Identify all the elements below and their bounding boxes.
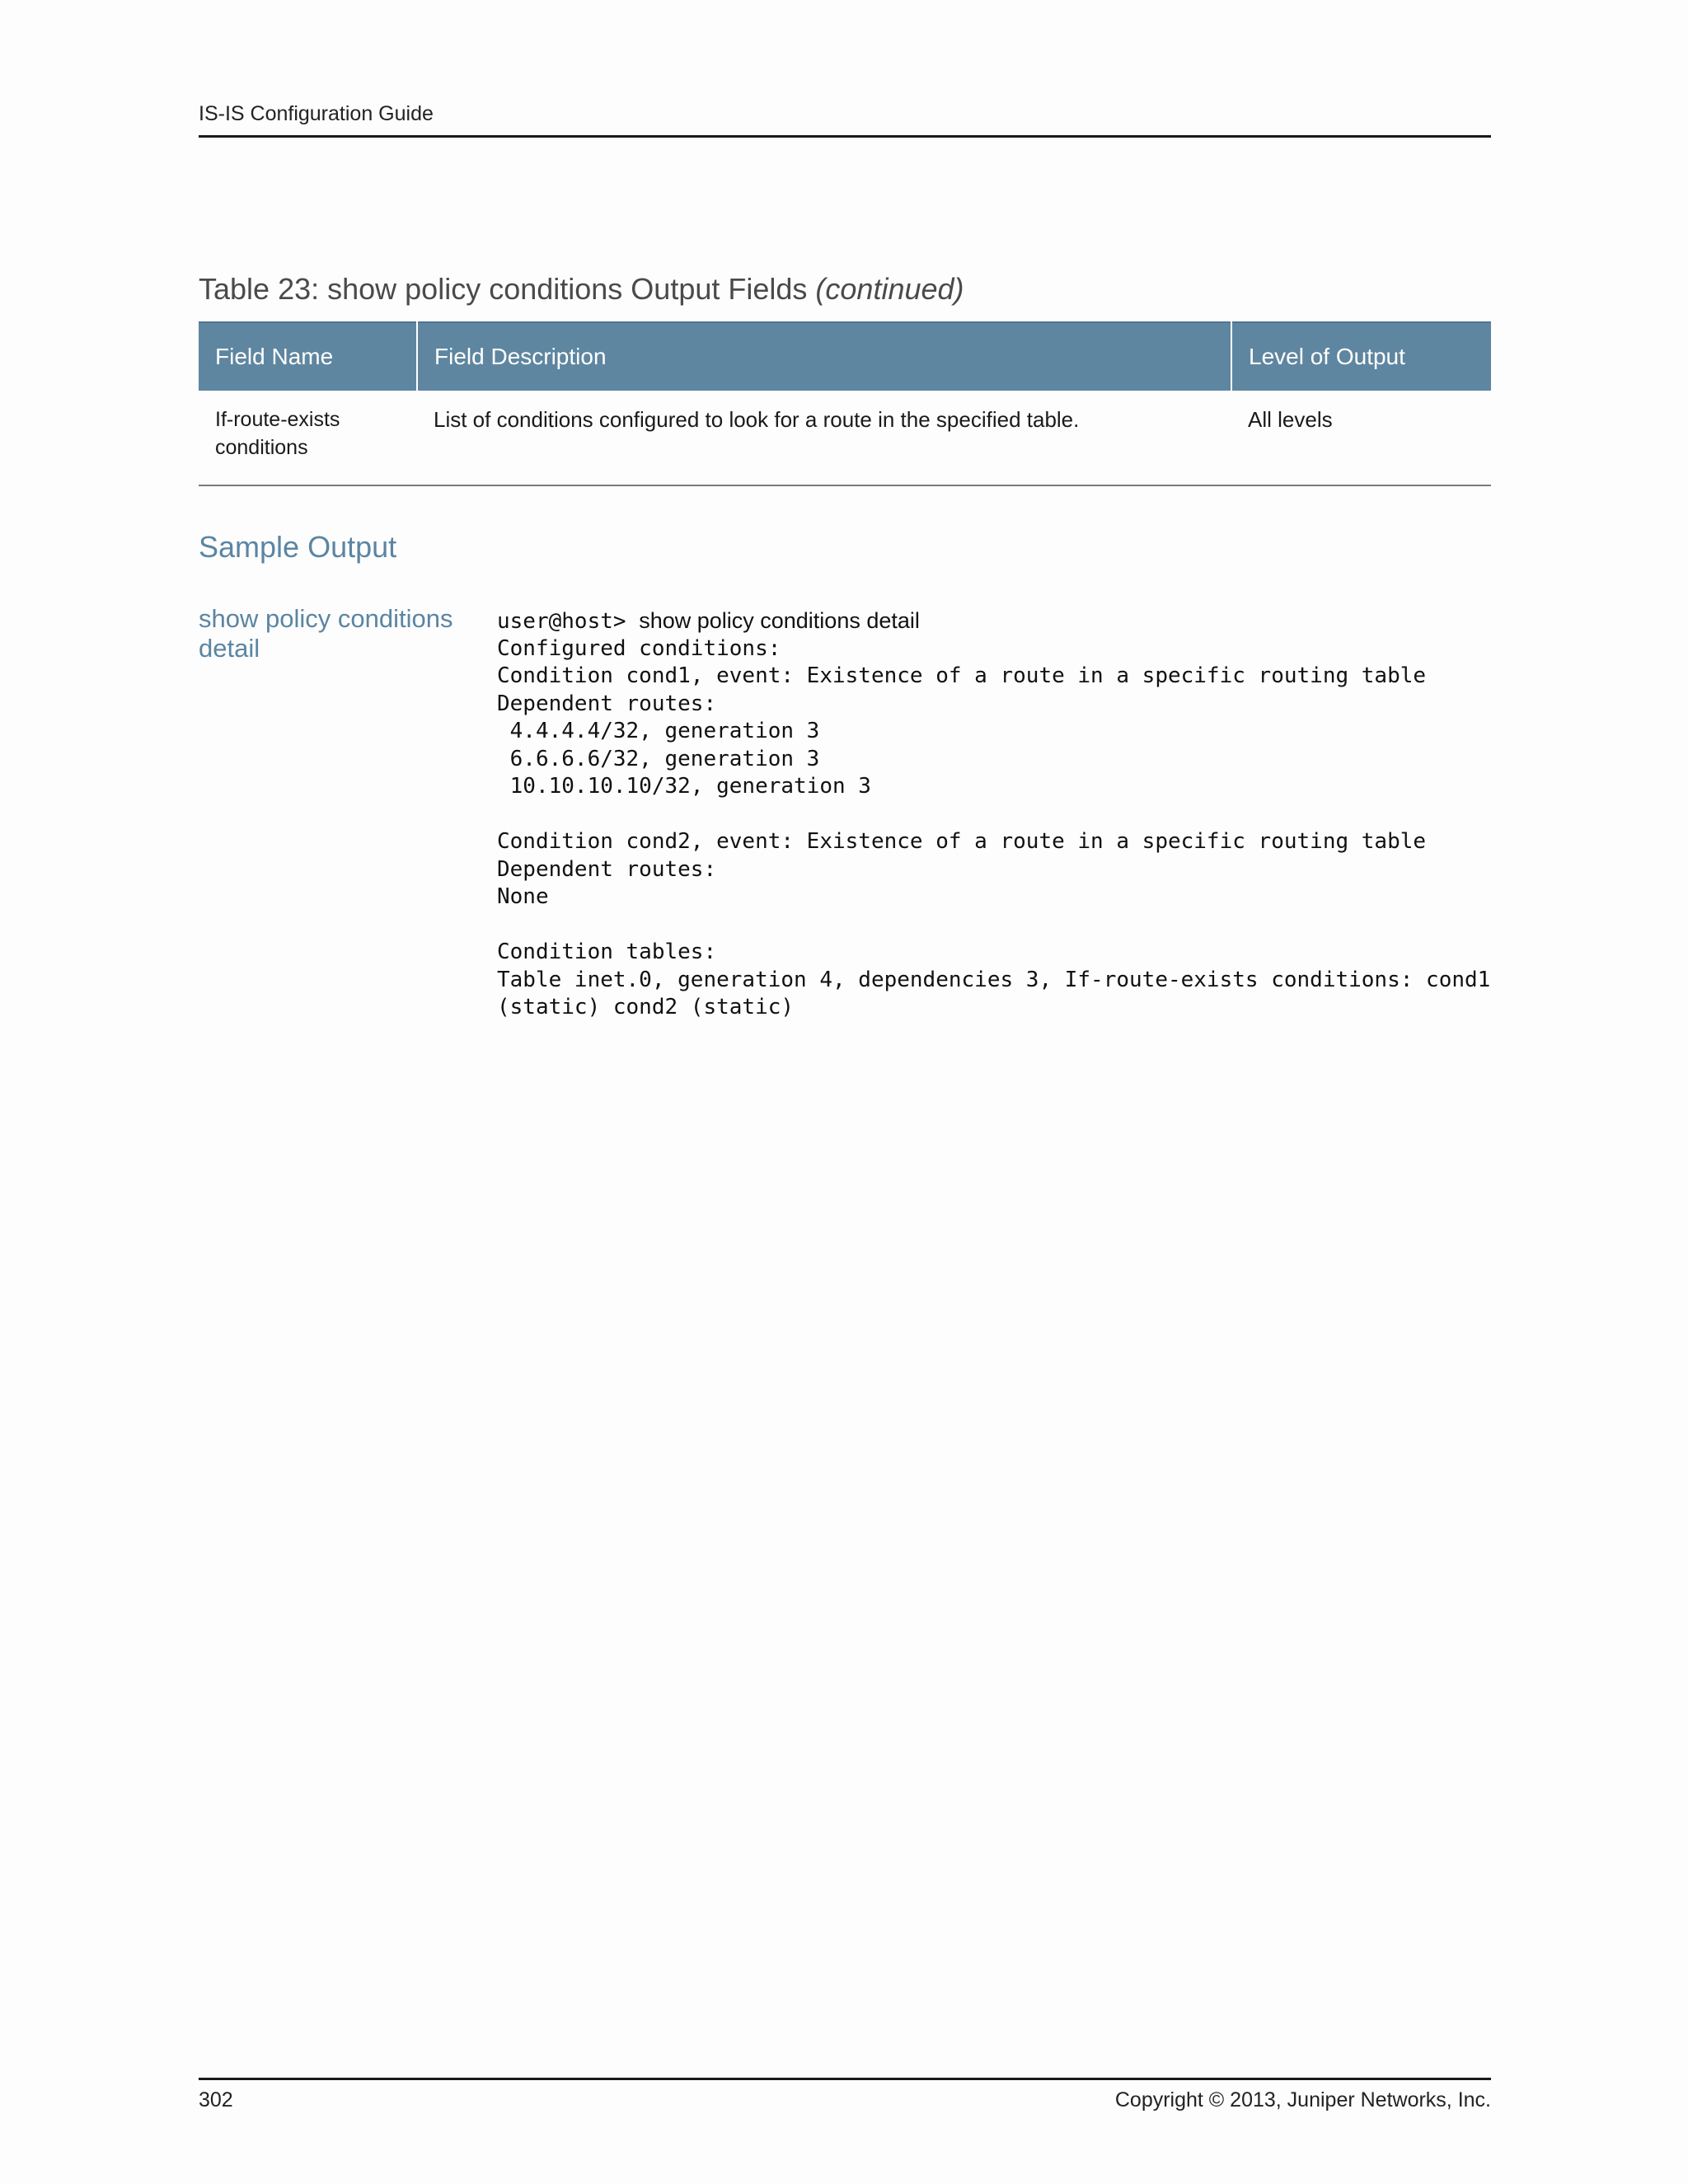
code-line: 6.6.6.6/32, generation 3	[497, 746, 820, 771]
page-number: 302	[199, 2088, 233, 2111]
sample-side-heading: show policy conditions detail	[199, 604, 453, 663]
table-row	[199, 391, 1491, 485]
table-caption-main: Table 23: show policy conditions Output Fields	[199, 272, 816, 306]
code-line: Table inet.0, generation 4, dependencies 3, If-route-exists conditions: cond1	[497, 967, 1491, 992]
code-line: Condition cond2, event: Existence of a route in a specific routing table	[497, 829, 1427, 854]
code-line: Condition tables:	[497, 940, 717, 964]
command-line	[497, 607, 1491, 635]
level-of-output-cell: All levels	[1231, 391, 1491, 485]
column-header-field-description: Field Description	[417, 322, 1231, 391]
code-line: 10.10.10.10/32, generation 3	[497, 774, 871, 799]
field-name-cell: If-route-exists conditions	[199, 391, 417, 485]
guide-title: IS-IS Configuration Guide	[199, 102, 434, 125]
cli-command: show policy conditions detail	[639, 608, 920, 633]
sample-output-code	[497, 607, 1491, 1022]
table-caption	[199, 272, 964, 307]
code-line	[497, 801, 1491, 829]
sample-output-heading: Sample Output	[199, 530, 397, 564]
copyright-notice: Copyright © 2013, Juniper Networks, Inc.	[1114, 2088, 1491, 2111]
code-line: Dependent routes:	[497, 691, 717, 716]
code-line: 4.4.4.4/32, generation 3	[497, 719, 820, 743]
code-line: None	[497, 884, 549, 909]
code-line: Configured conditions:	[497, 635, 781, 661]
code-line: (static) cond2 (static)	[497, 995, 795, 1019]
cli-prompt: user@host>	[497, 609, 640, 634]
code-line: Condition cond1, event: Existence of a route in a specific routing table	[497, 663, 1427, 688]
table-caption-continued: (continued)	[815, 272, 964, 306]
code-line: Dependent routes:	[497, 856, 717, 882]
page-footer	[199, 2078, 1491, 2121]
column-header-field-name: Field Name	[199, 322, 417, 391]
code-line	[497, 912, 1491, 940]
output-fields-table	[199, 321, 1491, 486]
table-header-row	[199, 322, 1491, 391]
field-description-cell: List of conditions configured to look for a route in the specified table.	[417, 391, 1231, 485]
column-header-level-of-output: Level of Output	[1231, 322, 1491, 391]
page-header	[199, 101, 1491, 138]
